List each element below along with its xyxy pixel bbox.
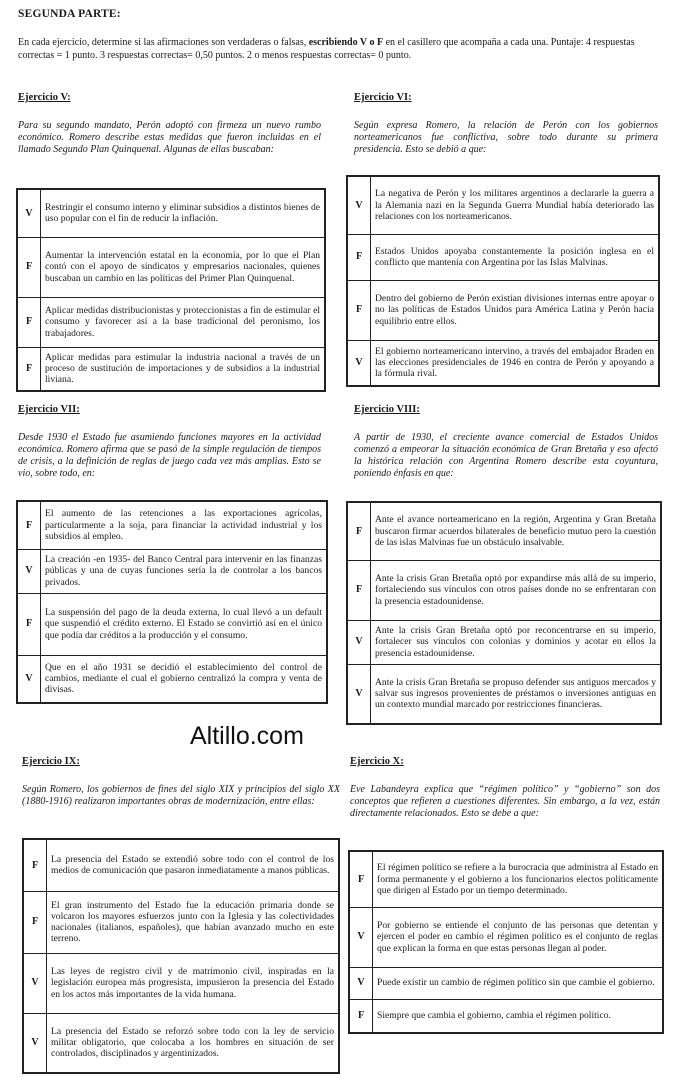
table-row	[347, 176, 659, 234]
table-row	[349, 999, 663, 1033]
exercise-8-intro: A partir de 1930, el creciente avance comercial de Estados Unidos comenzó a empeorar la situación económica de Gran Bretaña y eso afectó la histórica relación con Argentina Romero describe esta coyuntura, poniendo énfasis en que:	[354, 432, 658, 479]
instructions-tail: en el casillero que acompaña a cada una. Puntaje: 4 respuestas correctas = 1 punto. 3 respuestas correctas= 0,50 puntos. 2 o menos respuestas correctas= 0 punto.	[18, 37, 635, 61]
table-row	[349, 967, 663, 999]
statement-text: Siempre que cambia el gobierno, cambia el régimen político.	[373, 999, 664, 1033]
statement-text: Ante la crisis Gran Bretaña optó por reconcentrarse en su imperio, fortalecer sus vínculos con colonias y dominios y acotar en ellos la presencia estadounidense.	[371, 620, 662, 664]
statement-text: Puede existir un cambio de régimen político sin que cambie el gobierno.	[373, 967, 664, 999]
answer-cell[interactable]: F	[17, 237, 41, 297]
statement-text: Ante el avance norteamericano en la región, Argentina y Gran Bretaña buscaron firmar acuerdos bilaterales de beneficio mutuo pero la cuestión de las islas Malvinas fue un obstáculo insalvable.	[371, 502, 662, 560]
table-row	[347, 340, 659, 386]
statement-text: Aumentar la intervención estatal en la economía, por lo que el Plan contó con el apoyo de sindicatos y empresarios nacionales, quienes buscaban un cambio en las políticas del Primer Plan Quinquenal.	[41, 237, 326, 297]
table-row	[347, 502, 661, 560]
answer-cell[interactable]: V	[17, 549, 41, 593]
exercise-6-heading: Ejercicio VI:	[354, 92, 412, 103]
statement-text: Aplicar medidas para estimular la industria nacional a través de un proceso de sustitución de importaciones y de subsidios a la industrial liviana.	[41, 347, 326, 391]
answer-cell[interactable]: F	[349, 999, 373, 1033]
table-row	[17, 593, 327, 655]
answer-cell[interactable]: V	[23, 953, 47, 1013]
table-row	[23, 891, 339, 953]
statement-text: Restringir el consumo interno y eliminar subsidios a distintos bienes de uso popular con el fin de reducir la inflación.	[41, 189, 326, 237]
answer-cell[interactable]: F	[17, 593, 41, 655]
answer-cell[interactable]: F	[23, 839, 47, 891]
exercise-7-table	[16, 500, 328, 704]
table-row	[17, 237, 325, 297]
exercise-5-table	[16, 188, 326, 392]
watermark-logo: Altillo.com	[190, 722, 304, 750]
statement-text: La creación -en 1935- del Banco Central para intervenir en las finanzas públicas y una de cuyas funciones sería la de controlar a los bancos privados.	[41, 549, 328, 593]
instructions-bold: escribiendo V o F	[308, 37, 384, 48]
statement-text: La presencia del Estado se extendió sobre todo con el control de los medios de comunicación que pasaron inmediatamente a manos públicas.	[47, 839, 340, 891]
table-row	[17, 501, 327, 549]
instructions-lead: En cada ejercicio, determine si las afirmaciones son verdaderas o falsas,	[18, 37, 309, 48]
statement-text: El gobierno norteamericano intervino, a través del embajador Braden en las elecciones presidenciales de 1946 en contra de Perón y apoyando a la fórmula rival.	[371, 340, 660, 386]
answer-cell[interactable]: F	[17, 347, 41, 391]
answer-cell[interactable]: V	[17, 189, 41, 237]
answer-cell[interactable]: V	[349, 967, 373, 999]
table-row	[347, 280, 659, 340]
table-row	[347, 234, 659, 280]
answer-cell[interactable]: F	[347, 234, 371, 280]
statement-text: La suspensión del pago de la deuda externa, lo cual llevó a un default que suspendió el crédito externo. El Estado se convirtió así en el único que podía dar créditos a la producción y el consumo.	[41, 593, 328, 655]
statement-text: El gran instrumento del Estado fue la educación primaria donde se volcaron los mayores esfuerzos junto con la Iglesia y las colectividades nacionales (italianos, españoles), que habían avanzado mucho en este terreno.	[47, 891, 340, 953]
answer-cell[interactable]: V	[349, 907, 373, 967]
answer-cell[interactable]: F	[347, 280, 371, 340]
answer-cell[interactable]: F	[17, 501, 41, 549]
statement-text: Estados Unidos apoyaba constantemente la posición inglesa en el conflicto que mantenía con Argentina por las Islas Malvinas.	[371, 234, 660, 280]
table-row	[349, 907, 663, 967]
answer-cell[interactable]: V	[347, 620, 371, 664]
answer-cell[interactable]: F	[17, 297, 41, 347]
exercise-7-heading: Ejercicio VII:	[18, 404, 80, 415]
statement-text: Aplicar medidas distribucionistas y proteccionistas a fin de estimular el consumo y favorecer así a la base tradicional del peronismo, los trabajadores.	[41, 297, 326, 347]
answer-cell[interactable]: V	[23, 1013, 47, 1073]
table-row	[17, 655, 327, 703]
table-row	[347, 620, 661, 664]
statement-text: Ante la crisis Gran Bretaña optó por expandirse más allá de su imperio, fortaleciendo sus vínculos con otros países donde no se enfrentaran con la presencia estadounidense.	[371, 560, 662, 620]
answer-cell[interactable]: V	[347, 340, 371, 386]
exercise-10-intro: Eve Labandeyra explica que “régimen político” y “gobierno” son dos conceptos que refieren a cuestiones diferentes. Sin embargo, a la vez, están directamente relacionados. Esto se debe a que:	[350, 784, 660, 819]
exercise-9-heading: Ejercicio IX:	[22, 756, 80, 767]
table-row	[17, 549, 327, 593]
table-row	[347, 560, 661, 620]
exercise-10-heading: Ejercicio X:	[350, 756, 404, 767]
exercise-5-heading: Ejercicio V:	[18, 92, 71, 103]
answer-cell[interactable]: V	[347, 664, 371, 724]
table-row	[17, 347, 325, 391]
statement-text: El aumento de las retenciones a las exportaciones agrícolas, particularmente a la soja, para financiar la actividad industrial y los subsidios al empleo.	[41, 501, 328, 549]
answer-cell[interactable]: F	[347, 502, 371, 560]
exercise-8-heading: Ejercicio VIII:	[354, 404, 420, 415]
exercise-10-table	[348, 850, 664, 1034]
answer-cell[interactable]: F	[23, 891, 47, 953]
part-title: SEGUNDA PARTE:	[18, 8, 121, 20]
statement-text: Que en el año 1931 se decidió el establecimiento del control de cambios, mediante el cual el gobierno centralizó la compra y venta de divisas.	[41, 655, 328, 703]
answer-cell[interactable]: F	[349, 851, 373, 907]
exercise-9-table	[22, 838, 340, 1074]
exercise-6-intro: Según expresa Romero, la relación de Perón con los gobiernos norteamericanos fue conflictiva, sobre todo durante su primera presidencia. Esto se debió a que:	[354, 120, 658, 155]
answer-cell[interactable]: V	[17, 655, 41, 703]
exercise-7-intro: Desde 1930 el Estado fue asumiendo funciones mayores en la actividad económica. Romero afirma que se pasó de la simple regulación de tiempos de crisis, a la definición de reglas de juego cada vez más amplias. Esto se vio, sobre todo, en:	[18, 432, 321, 479]
exercise-5-intro: Para su segundo mandato, Perón adoptó con firmeza un nuevo rumbo económico. Romero describe estas medidas que fueron incluidas en el llamado Segundo Plan Quinquenal. Algunas de ellas buscaban:	[18, 120, 321, 155]
statement-text: Dentro del gobierno de Perón existían divisiones internas entre apoyar o no las políticas de Estados Unidos para América Latina y Perón hacía equilibrio entre ellos.	[371, 280, 660, 340]
statement-text: El régimen político se refiere a la burocracia que administra al Estado en forma permanente y el gobierno a los funcionarios electos políticamente que dirigen al Estado por un tiempo determinado.	[373, 851, 664, 907]
instructions	[18, 36, 658, 62]
statement-text: Las leyes de registro civil y de matrimonio civil, inspiradas en la legislación europea más progresista, impusieron la presencia del Estado en los actos más importantes de la vida humana.	[47, 953, 340, 1013]
statement-text: Ante la crisis Gran Bretaña se propuso defender sus antiguos mercados y salvar sus ingresos provenientes de préstamos o inversiones antiguas en un contexto mundial marcado por restricciones financieras.	[371, 664, 662, 724]
exercise-8-table	[346, 501, 662, 725]
table-row	[23, 1013, 339, 1073]
table-row	[23, 953, 339, 1013]
answer-cell[interactable]: V	[347, 176, 371, 234]
table-row	[17, 297, 325, 347]
exercise-6-table	[346, 175, 660, 387]
statement-text: La negativa de Perón y los militares argentinos a declararle la guerra a la Alemania nazi en la Segunda Guerra Mundial había deteriorado las relaciones con los norteamericanos.	[371, 176, 660, 234]
table-row	[347, 664, 661, 724]
table-row	[17, 189, 325, 237]
table-row	[23, 839, 339, 891]
statement-text: Por gobierno se entiende el conjunto de las personas que detentan y ejercen el poder en cambio el régimen político es el conjunto de reglas que explican la forma en que estas personas llegan al poder.	[373, 907, 664, 967]
answer-cell[interactable]: F	[347, 560, 371, 620]
statement-text: La presencia del Estado se reforzó sobre todo con la ley de servicio militar obligatorio, que colocaba a los hombres en situación de ser controlados, disciplinados y argentinizados.	[47, 1013, 340, 1073]
exercise-9-intro: Según Romero, los gobiernos de fines del siglo XIX y principios del siglo XX (1880-1916) realizaron importantes obras de modernización, entre ellas:	[22, 784, 340, 807]
table-row	[349, 851, 663, 907]
